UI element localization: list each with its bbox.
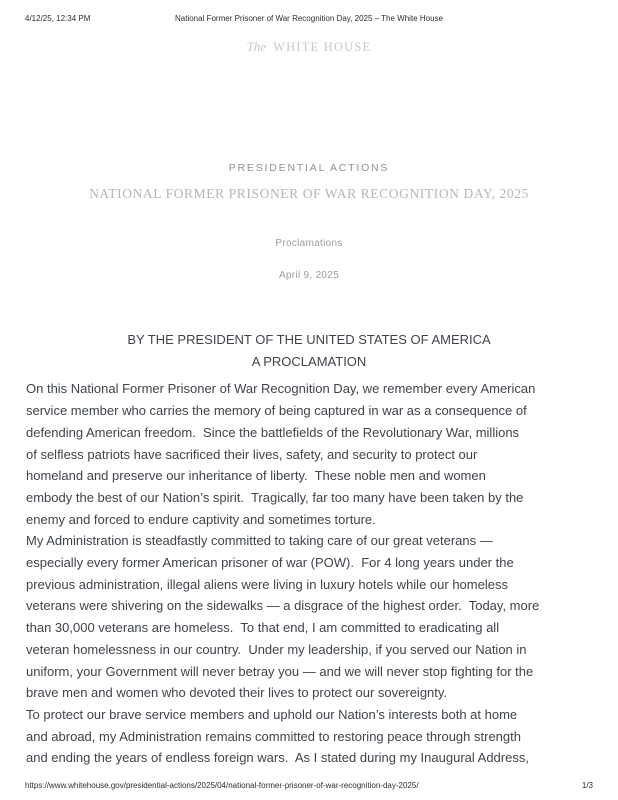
text-line: brave men and women who devoted their lives to protect our sovereignty. <box>26 685 448 701</box>
wordmark-the: The <box>246 39 267 54</box>
text-line: uniform, your Government will never betray you — and we will never stop fighting for the <box>26 663 534 679</box>
text-line: embody the best of our Nation’s spirit. Tragically, far too many have been taken by the <box>26 489 524 505</box>
publish-date: April 9, 2025 <box>278 270 340 281</box>
text-line: enemy and forced to endure captivity and sometimes torture. <box>26 511 376 527</box>
text-line: and abroad, my Administration remains committed to restoring peace through strength <box>26 728 521 744</box>
print-footer <box>25 781 593 790</box>
paragraph <box>26 704 592 769</box>
text-line: My Administration is steadfastly committed to taking care of our great veterans — <box>26 533 493 549</box>
text-line: especially every former American prisoner of war (POW). For 4 long years under the <box>26 555 514 571</box>
print-header <box>0 14 618 23</box>
wordmark-white-house: WHITE HOUSE <box>273 40 372 54</box>
article-content <box>0 162 618 769</box>
text-line: homeland and preserve our inheritance of liberty. These noble men and women <box>26 468 486 484</box>
print-url: https://www.whitehouse.gov/presidential-actions/2025/04/national-former-prisoner-of-war-recognition-day-2025/ <box>25 781 419 790</box>
text-line: and ending the years of endless foreign wars. As I stated during my Inaugural Address, <box>26 750 529 766</box>
presidential-actions-label: PRESIDENTIAL ACTIONS <box>228 162 390 174</box>
proclamation-heading <box>26 329 592 372</box>
paragraph <box>26 530 592 704</box>
heading-line: A PROCLAMATION <box>251 353 367 369</box>
text-line: previous administration, illegal aliens were living in luxury hotels while our homeless <box>26 576 508 592</box>
page-indicator: 1/3 <box>581 781 593 790</box>
proclamation-body <box>26 329 592 769</box>
text-line: service member who carries the memory of being captured in war as a consequence of <box>26 403 527 419</box>
text-line: veteran homelessness in our country. Under my leadership, if you served our Nation in <box>26 641 527 657</box>
text-line: defending American freedom. Since the battlefields of the Revolutionary War, millions <box>26 424 520 440</box>
print-timestamp: 4/12/25, 12:34 PM <box>25 14 91 23</box>
text-line: To protect our brave service members and uphold our Nation’s interests both at home <box>26 706 518 722</box>
print-document-title: National Former Prisoner of War Recognition Day, 2025 – The White House <box>175 14 443 23</box>
text-line: of selfless patriots have sacrificed their lives, safety, and security to protect our <box>26 446 478 462</box>
paragraph <box>26 378 592 530</box>
article-title: NATIONAL FORMER PRISONER OF WAR RECOGNITION DAY, 2025 <box>89 186 529 201</box>
heading-line: BY THE PRESIDENT OF THE UNITED STATES OF AMERICA <box>127 332 491 347</box>
category-label: Proclamations <box>275 238 343 249</box>
text-line: On this National Former Prisoner of War Recognition Day, we remember every American <box>26 381 536 397</box>
text-line: veterans were shivering on the sidewalks — a disgrace of the highest order. Today, more <box>26 598 540 614</box>
body-paragraphs <box>26 378 592 769</box>
text-line: than 30,000 veterans are homeless. To that end, I am committed to eradicating all <box>26 620 500 636</box>
whitehouse-wordmark <box>0 38 618 56</box>
